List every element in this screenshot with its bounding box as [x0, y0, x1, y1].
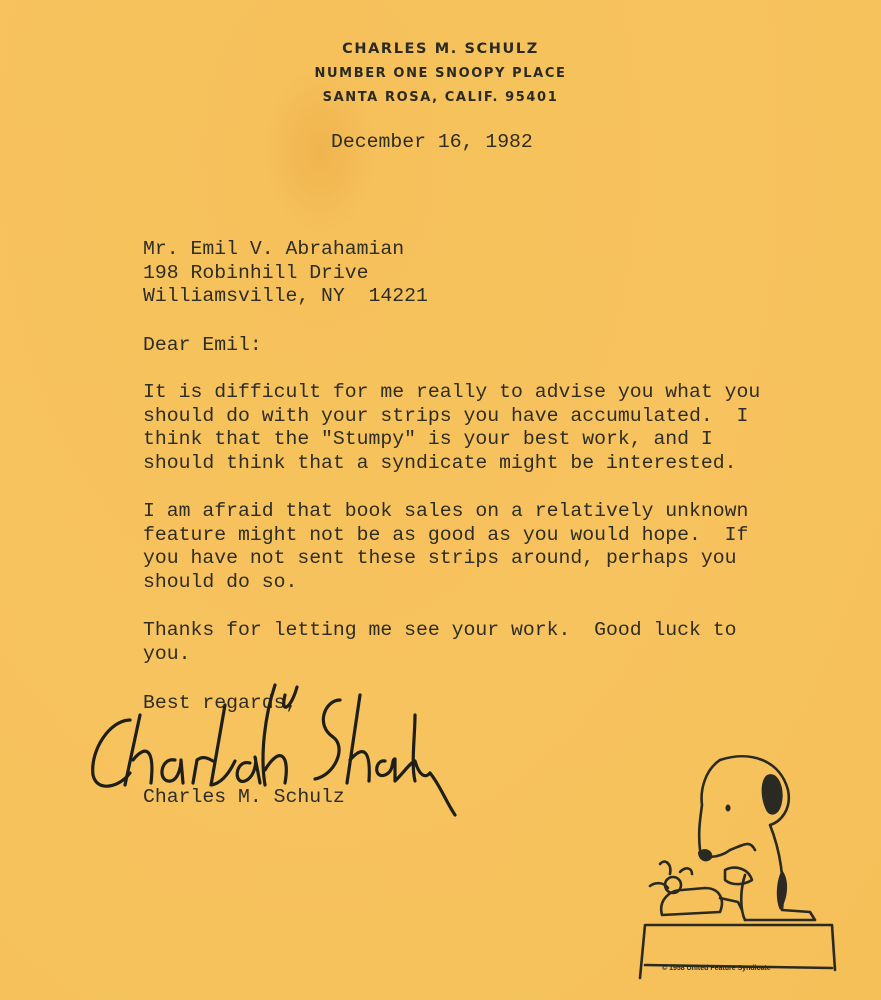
address-line: Williamsville, NY 14221 — [143, 285, 428, 308]
paragraph-line: I am afraid that book sales on a relatively unknown — [143, 500, 749, 522]
paragraph-line: Thanks for letting me see your work. Good luck to — [143, 619, 737, 641]
closing: Best regards, — [143, 692, 298, 714]
letterhead-city: SANTA ROSA, CALIF. 95401 — [322, 90, 559, 105]
paragraph-line: you have not sent these strips around, perhaps you — [143, 547, 737, 570]
address-line: 198 Robinhill Drive — [143, 261, 369, 284]
salutation: Dear Emil: — [143, 334, 262, 356]
paragraph-line: should think that a syndicate might be interested. — [143, 452, 737, 475]
recipient-address — [143, 238, 428, 309]
paragraph-1 — [143, 381, 760, 476]
paragraph-line: should do with your strips you have accumulated. I — [143, 404, 749, 427]
paragraph-line: feature might not be as good as you would hope. If — [143, 523, 749, 546]
paragraph-line: should do so. — [143, 571, 298, 594]
letterhead-street: NUMBER ONE SNOOPY PLACE — [314, 66, 567, 81]
signer-name: Charles M. Schulz — [143, 786, 345, 808]
paragraph-2 — [143, 500, 748, 595]
letterhead-name: CHARLES M. SCHULZ — [342, 41, 539, 57]
copyright-notice: © 1958 United Feature Syndicate — [662, 965, 771, 972]
letter-date: December 16, 1982 — [331, 131, 533, 153]
paragraph-line: you. — [143, 642, 191, 665]
paragraph-line: think that the "Stumpy" is your best work, and I — [143, 428, 713, 451]
address-line: Mr. Emil V. Abrahamian — [143, 238, 405, 260]
snoopy-typewriter-illustration — [620, 740, 860, 980]
paragraph-3 — [143, 619, 737, 666]
paragraph-line: It is difficult for me really to advise you what you — [143, 381, 761, 403]
